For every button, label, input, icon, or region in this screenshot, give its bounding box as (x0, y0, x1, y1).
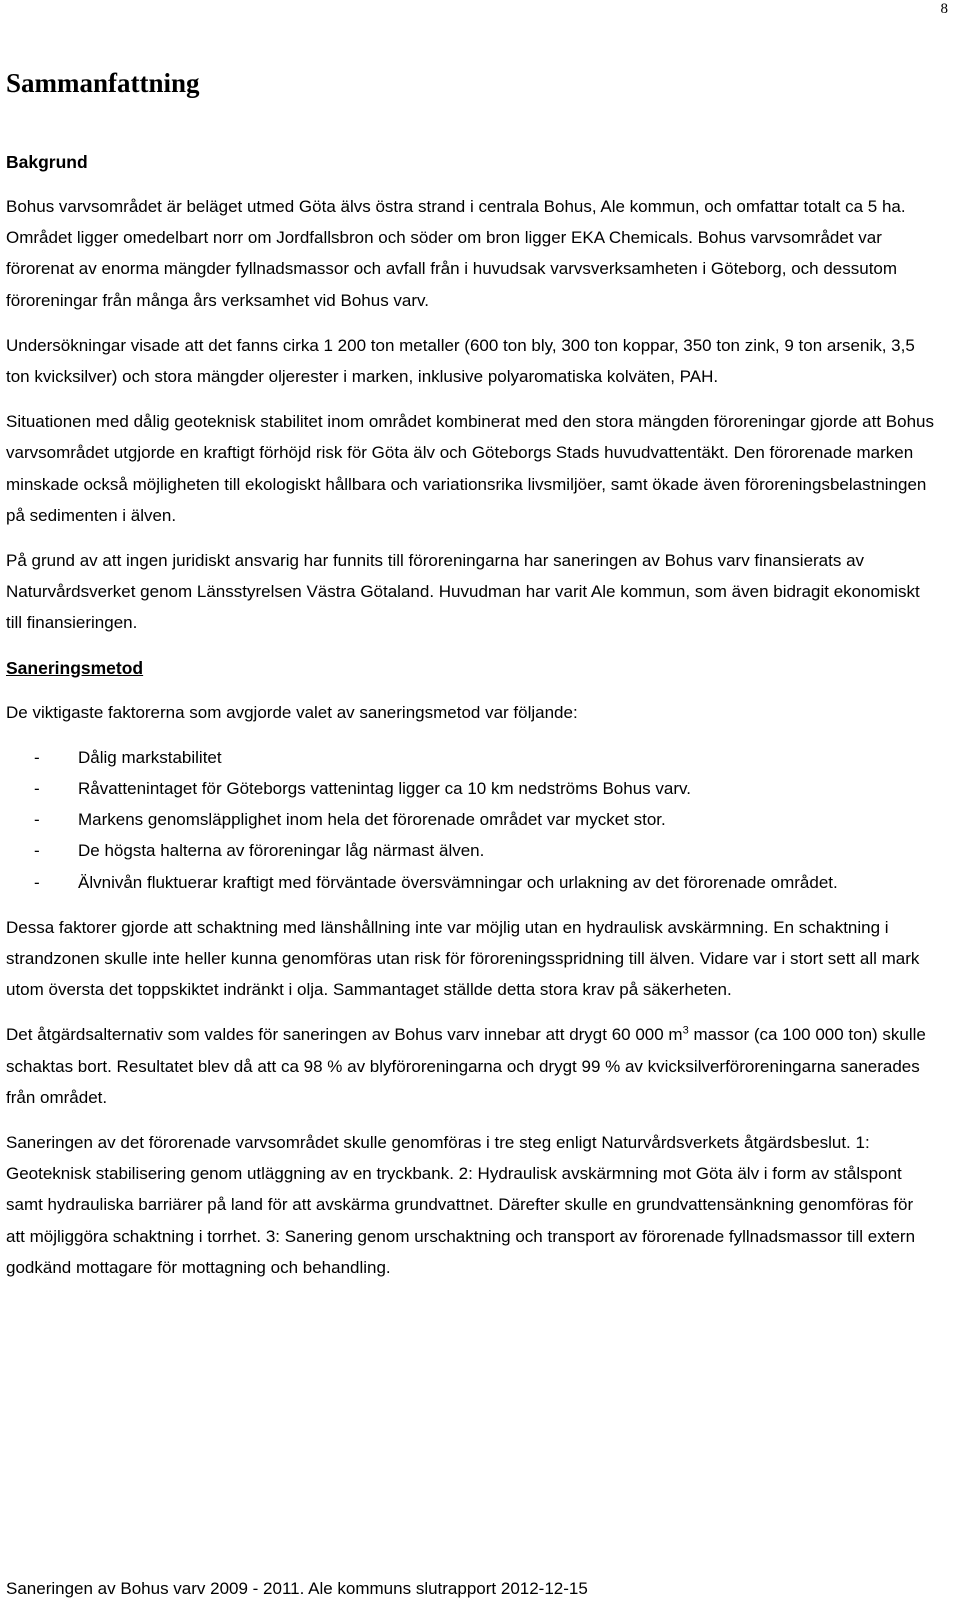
dash-marker: - (34, 841, 40, 861)
list-item (6, 835, 936, 866)
paragraph: De viktigaste faktorerna som avgjorde valet av saneringsmetod var följande: (6, 702, 578, 722)
dash-marker: - (34, 810, 40, 830)
paragraph (6, 1019, 936, 1113)
dash-marker: - (34, 747, 40, 767)
paragraph: Situationen med dålig geoteknisk stabilitet inom området kombinerat med den stora mängden föroreningar gjorde att Bohus varvsområdet utgjorde en kraftigt förhöjd risk för Göta älv och Göteborgs Stads huvudvattentäkt. Den förorenade marken minskade också möjligheten till ekologiskt hållbara och variationsrika livsmiljöer, samt ökade även föroreningsbelastningen på sedimenten i älven. (6, 412, 934, 525)
list-item-text: Älvnivån fluktuerar kraftigt med förväntade översvämningar och urlakning av det förorenade området. (78, 872, 838, 892)
list-item-text: Markens genomsläpplighet inom hela det förorenade området var mycket stor. (78, 810, 666, 830)
paragraph: Undersökningar visade att det fanns cirka 1 200 ton metaller (600 ton bly, 300 ton koppar, 350 ton zink, 9 ton arsenik, 3,5 ton kvicksilver) och stora mängder oljerester i marken, inklusive polyaromatiska kolväten, PAH. (6, 335, 915, 387)
list-item-text: Råvattenintaget för Göteborgs vattenintag ligger ca 10 km nedströms Bohus varv. (78, 779, 691, 799)
page-footer: Saneringen av Bohus varv 2009 - 2011. Ale kommuns slutrapport 2012-12-15 (6, 1579, 588, 1598)
list-item-text: De högsta halterna av föroreningar låg närmast älven. (78, 841, 485, 861)
paragraph: Bohus varvsområdet är beläget utmed Göta älvs östra strand i centrala Bohus, Ale kommun, och omfattar totalt ca 5 ha. Området ligger omedelbart norr om Jordfallsbron och söder om bron ligger EKA Chemicals. Bohus varvsområdet var förorenat av enorma mängder fyllnadsmassor och avfall från i huvudsak varvsverksamheten i Göteborg, och dessutom föroreningar från många års verksamhet vid Bohus varv. (6, 197, 906, 310)
superscript: 3 (682, 1024, 689, 1037)
list-item (6, 804, 936, 835)
page-number: 8 (940, 1, 948, 17)
factor-list (6, 742, 936, 898)
section-heading-saneringsmetod: Saneringsmetod (6, 657, 144, 678)
list-item (6, 867, 936, 898)
page-title: Sammanfattning (6, 68, 200, 98)
list-item-text: Dålig markstabilitet (78, 747, 222, 767)
paragraph-text: Det åtgärdsalternativ som valdes för saneringen av Bohus varv innebar att drygt 60 000 m (6, 1025, 683, 1045)
dash-marker: - (34, 779, 40, 799)
paragraph: Saneringen av det förorenade varvsområdet skulle genomföras i tre steg enligt Naturvårdsverkets åtgärdsbeslut. 1: Geoteknisk stabilisering genom utläggning av en tryckbank. 2: Hydraulisk avskärmning mot Göta älv i form av stålspont samt hydrauliska barriärer på land för att avskärma grundvattnet. Därefter skulle en grundvattensänkning genomföras för att möjliggöra schaktning i torrhet. 3: Sanering genom urschaktning och transport av förorenade fyllnadsmassor till extern godkänd mottagare för mottagning och behandling. (6, 1133, 916, 1277)
list-item (6, 742, 936, 773)
paragraph: På grund av att ingen juridiskt ansvarig har funnits till föroreningarna har saneringen av Bohus varv finansierats av Naturvårdsverket genom Länsstyrelsen Västra Götaland. Huvudman har varit Ale kommun, som även bidragit ekonomiskt till finansieringen. (6, 551, 920, 633)
section-heading-bakgrund: Bakgrund (6, 152, 88, 172)
dash-marker: - (34, 872, 40, 892)
paragraph: Dessa faktorer gjorde att schaktning med länshållning inte var möjlig utan en hydraulisk avskärmning. En schaktning i strandzonen skulle inte heller kunna genomföras utan risk för föroreningsspridning till älven. Vidare var i stort sett all mark utom översta det toppskiktet indränkt i olja. Sammantaget ställde detta stora krav på säkerheten. (6, 917, 920, 1000)
paragraph-text: massor (ca 100 000 ton) skulle schaktas bort. Resultatet blev då att ca 98 % av blyföroreningarna och drygt 99 % av kvicksilverföroreningarna sanerades från området. (6, 1025, 926, 1107)
list-item (6, 773, 936, 804)
document-body (6, 147, 936, 1297)
